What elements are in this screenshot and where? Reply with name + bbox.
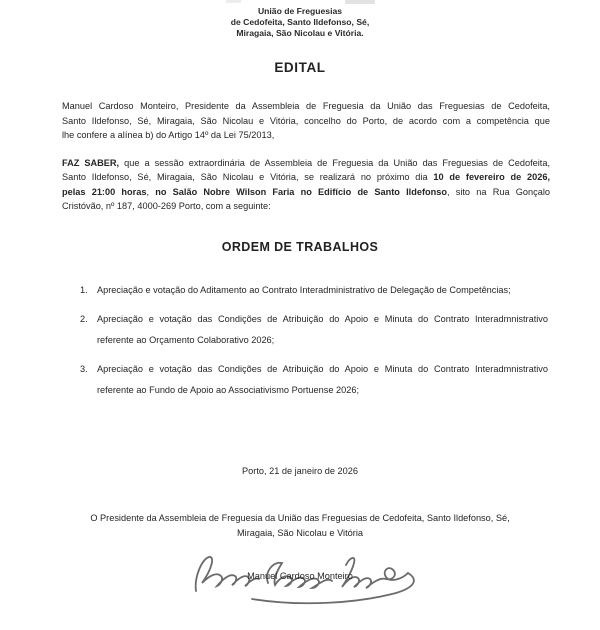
agenda-item-2-line-2: referente ao Orçamento Colaborativo 2026; [97, 334, 275, 345]
intro-line-1: Manuel Cardoso Monteiro, Presidente da Assembleia de Freguesia da União das Freguesias de Cedofeita, [62, 101, 550, 111]
agenda-item-1-number: 1. [80, 284, 88, 295]
agenda-item-3-line-1: Apreciação e votação das Condições de Atribuição do Apoio e Minuta do Contrato Interadmnistrativo [97, 363, 548, 374]
signatory-title-line-1: O Presidente da Assembleia de Freguesia da União das Freguesias de Cedofeita, Santo Ildefonso, Sé, [90, 512, 510, 523]
document-body [62, 99, 550, 214]
signatory-title [0, 511, 600, 542]
notice-line-1: FAZ SABER, que a sessão extraordinária de Assembleia de Freguesia da União das Freguesias de Cedofeita, [62, 157, 550, 168]
scan-crop-artifact-right [345, 0, 375, 4]
letterhead-line-1: União de Freguesias [257, 6, 343, 16]
signatory-title-line-2: Miragaia, São Nicolau e Vitória [237, 528, 363, 538]
document-title: EDITAL [274, 60, 326, 75]
signatory-name: Manuel Cardoso Monteiro [247, 570, 353, 581]
notice-line-2: Santo Ildefonso, Sé, Miragaia, São Nicolau e Vitória, se realizará no próximo dia 10 de fevereiro de 2026, [62, 172, 550, 182]
agenda-heading: ORDEM DE TRABALHOS [221, 239, 379, 254]
intro-line-2: Santo Ildefonso, Sé, Miragaia, São Nicolau e Vitória, concelho do Porto, de acordo com a competência que [62, 115, 550, 126]
agenda-item-3-line-2: referente ao Fundo de Apoio ao Associativismo Portuense 2026; [97, 384, 360, 395]
notice-line-3: pelas 21:00 horas, no Salão Nobre Wilson Faria no Edifício de Santo Ildefonso, sito na Rua Gonçalo [62, 186, 550, 197]
notice-paragraph [62, 156, 550, 214]
agenda-item-3-number: 3. [80, 363, 88, 374]
agenda-item-1 [80, 280, 548, 301]
agenda-item-2-number: 2. [80, 313, 88, 324]
notice-line-4: Cristóvão, nº 187, 4000-269 Porto, com a seguinte: [62, 201, 271, 211]
agenda-item-3 [80, 359, 548, 401]
agenda-list [80, 280, 548, 401]
signature-block [0, 542, 600, 606]
letterhead-line-2: de Cedofeita, Santo Ildefonso, Sé, [230, 17, 370, 27]
place-date-line: Porto, 21 de janeiro de 2026 [242, 465, 358, 476]
agenda-item-2 [80, 309, 548, 351]
scan-crop-artifact-left [226, 0, 241, 3]
intro-line-3: lhe confere a alínea b) do Artigo 14º da Lei 75/2013, [62, 130, 275, 140]
agenda-item-2-line-1: Apreciação e votação das Condições de Atribuição do Apoio e Minuta do Contrato Interadmnistrativo [97, 313, 548, 324]
letterhead [0, 0, 600, 39]
intro-paragraph [62, 99, 550, 143]
agenda-item-1-text: Apreciação e votação do Aditamento ao Contrato Interadministrativo de Delegação de Competências; [97, 284, 511, 295]
letterhead-line-3: Miragaia, São Nicolau e Vitória. [236, 28, 364, 38]
